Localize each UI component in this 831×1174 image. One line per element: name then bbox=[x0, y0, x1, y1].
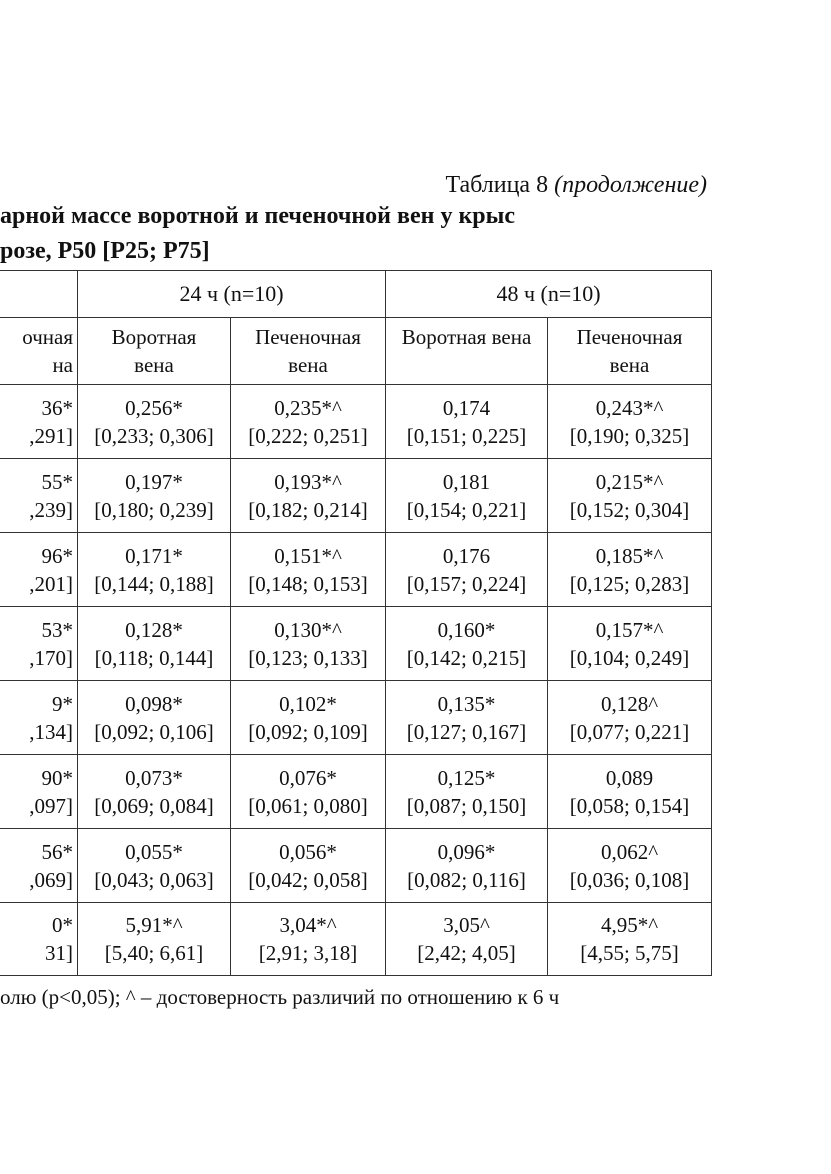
cell-48h-portal-vein bbox=[386, 903, 548, 976]
cell-24h-hepatic-vein bbox=[231, 459, 386, 533]
cell-48h-portal-vein bbox=[386, 385, 548, 459]
median-value: 0,256* bbox=[125, 395, 183, 420]
cell-48h-hepatic-vein bbox=[548, 459, 712, 533]
median-value: 0,151*^ bbox=[274, 543, 342, 568]
interquartile-range: ,201] bbox=[29, 571, 73, 596]
interquartile-range: [0,077; 0,221] bbox=[569, 719, 690, 744]
interquartile-range: [0,125; 0,283] bbox=[569, 571, 690, 596]
cell-24h-hepatic-vein bbox=[231, 681, 386, 755]
interquartile-range: [0,061; 0,080] bbox=[248, 793, 368, 818]
median-value: 0,174 bbox=[442, 395, 491, 420]
median-value: 0,098* bbox=[125, 691, 183, 716]
interquartile-range: [0,043; 0,063] bbox=[94, 867, 214, 892]
median-value: 0,128* bbox=[125, 617, 183, 642]
interquartile-range: [2,42; 4,05] bbox=[417, 941, 516, 965]
median-value: 5,91*^ bbox=[125, 913, 183, 937]
cell-48h-hepatic-vein bbox=[548, 681, 712, 755]
median-value: 0,076* bbox=[279, 765, 337, 790]
median-value: 3,05^ bbox=[443, 913, 490, 937]
table-footnote: олю (р<0,05); ^ – достоверность различий по отношению к 6 ч bbox=[0, 985, 560, 1009]
table-row bbox=[0, 681, 712, 755]
interquartile-range: ,069] bbox=[29, 867, 73, 892]
interquartile-range: [0,127; 0,167] bbox=[406, 719, 527, 744]
cell-48h-portal-vein bbox=[386, 681, 548, 755]
cell-partial bbox=[0, 755, 78, 829]
cell-24h-portal-vein bbox=[78, 755, 231, 829]
interquartile-range: [0,142; 0,215] bbox=[406, 645, 527, 670]
interquartile-range: ,170] bbox=[29, 645, 73, 670]
table-row bbox=[0, 755, 712, 829]
cell-48h-hepatic-vein bbox=[548, 385, 712, 459]
cell-partial bbox=[0, 903, 78, 976]
median-value: 0,096* bbox=[437, 839, 496, 864]
header-line: Воротная вена bbox=[401, 325, 532, 349]
median-value: 0,135* bbox=[437, 691, 496, 716]
median-value: 90* bbox=[41, 765, 73, 790]
median-value: 0,235*^ bbox=[274, 395, 342, 420]
cell-24h-portal-vein bbox=[78, 533, 231, 607]
cell-48h-hepatic-vein bbox=[548, 755, 712, 829]
cell-24h-hepatic-vein bbox=[231, 385, 386, 459]
interquartile-range: [0,123; 0,133] bbox=[248, 645, 368, 670]
interquartile-range: [0,222; 0,251] bbox=[248, 423, 368, 448]
interquartile-range: [0,058; 0,154] bbox=[569, 793, 690, 818]
cell-24h-hepatic-vein bbox=[231, 533, 386, 607]
table-row bbox=[0, 459, 712, 533]
interquartile-range: [0,151; 0,225] bbox=[406, 423, 527, 448]
table-row bbox=[0, 533, 712, 607]
median-value: 0,181 bbox=[442, 469, 491, 494]
group-header-24h: 24 ч (n=10) bbox=[78, 271, 386, 318]
table-row bbox=[0, 829, 712, 903]
median-value: 0,102* bbox=[279, 691, 337, 716]
cell-48h-portal-vein bbox=[386, 533, 548, 607]
cell-24h-portal-vein bbox=[78, 681, 231, 755]
interquartile-range: [5,40; 6,61] bbox=[104, 941, 204, 965]
interquartile-range: [4,55; 5,75] bbox=[580, 941, 679, 965]
interquartile-range: [0,154; 0,221] bbox=[406, 497, 527, 522]
header-line: Печеночная bbox=[255, 325, 361, 349]
cell-24h-portal-vein bbox=[78, 903, 231, 976]
median-value: 0,185*^ bbox=[595, 543, 664, 568]
column-header-24h-hepatic-vein bbox=[231, 318, 386, 385]
interquartile-range: [0,152; 0,304] bbox=[569, 497, 690, 522]
interquartile-range: [0,144; 0,188] bbox=[94, 571, 214, 596]
median-value: 0,193*^ bbox=[274, 469, 342, 494]
cell-48h-portal-vein bbox=[386, 607, 548, 681]
table-caption bbox=[445, 172, 707, 199]
median-value: 55* bbox=[41, 469, 73, 494]
header-line: вена bbox=[134, 353, 174, 377]
interquartile-range: ,239] bbox=[29, 497, 73, 522]
cell-24h-hepatic-vein bbox=[231, 829, 386, 903]
interquartile-range: [0,042; 0,058] bbox=[248, 867, 368, 892]
interquartile-range: [0,182; 0,214] bbox=[248, 497, 368, 522]
cell-partial bbox=[0, 385, 78, 459]
table-continuation: (продолжение) bbox=[554, 172, 707, 198]
cell-48h-hepatic-vein bbox=[548, 607, 712, 681]
median-value: 96* bbox=[41, 543, 73, 568]
interquartile-range: [0,157; 0,224] bbox=[406, 571, 527, 596]
median-value: 0,160* bbox=[437, 617, 496, 642]
median-value: 0,130*^ bbox=[274, 617, 342, 642]
data-table bbox=[0, 270, 712, 976]
interquartile-range: [0,233; 0,306] bbox=[94, 423, 214, 448]
table-row bbox=[0, 607, 712, 681]
interquartile-range: [0,180; 0,239] bbox=[94, 497, 214, 522]
header-line: Печеночная bbox=[576, 325, 683, 349]
median-value: 0,197* bbox=[125, 469, 183, 494]
column-header-48h-hepatic-vein bbox=[548, 318, 712, 385]
interquartile-range: [0,190; 0,325] bbox=[569, 423, 690, 448]
median-value: 0,089 bbox=[605, 765, 654, 790]
interquartile-range: [0,036; 0,108] bbox=[569, 867, 690, 892]
interquartile-range: [0,092; 0,106] bbox=[94, 719, 214, 744]
median-value: 0* bbox=[52, 913, 73, 937]
median-value: 0,125* bbox=[437, 765, 496, 790]
interquartile-range: 31] bbox=[45, 941, 73, 965]
median-value: 0,176 bbox=[442, 543, 491, 568]
header-line: Воротная bbox=[111, 325, 197, 349]
header-line: на bbox=[52, 353, 73, 377]
cell-48h-hepatic-vein bbox=[548, 829, 712, 903]
cell-partial bbox=[0, 607, 78, 681]
cell-24h-hepatic-vein bbox=[231, 903, 386, 976]
cell-24h-portal-vein bbox=[78, 459, 231, 533]
interquartile-range: ,097] bbox=[29, 793, 73, 818]
median-value: 0,171* bbox=[125, 543, 183, 568]
median-value: 56* bbox=[41, 839, 73, 864]
median-value: 0,157*^ bbox=[595, 617, 664, 642]
column-header-48h-portal-vein bbox=[386, 318, 548, 385]
cell-48h-hepatic-vein bbox=[548, 903, 712, 976]
interquartile-range: [0,104; 0,249] bbox=[569, 645, 690, 670]
partial-column-header bbox=[0, 318, 78, 385]
header-line: вена bbox=[288, 353, 328, 377]
group-header-48h: 48 ч (n=10) bbox=[386, 271, 712, 318]
interquartile-range: [0,082; 0,116] bbox=[407, 867, 526, 892]
header-line bbox=[386, 351, 547, 379]
median-value: 0,215*^ bbox=[595, 469, 664, 494]
median-value: 4,95*^ bbox=[600, 913, 659, 937]
interquartile-range: ,134] bbox=[29, 719, 73, 744]
median-value: 0,128^ bbox=[600, 691, 659, 716]
median-value: 36* bbox=[41, 395, 73, 420]
median-value: 53* bbox=[41, 617, 73, 642]
median-value: 0,073* bbox=[125, 765, 183, 790]
header-line: очная bbox=[22, 325, 73, 349]
table-number: Таблица 8 bbox=[445, 172, 549, 198]
cell-48h-portal-vein bbox=[386, 829, 548, 903]
median-value: 0,062^ bbox=[600, 839, 659, 864]
cell-24h-portal-vein bbox=[78, 385, 231, 459]
cell-48h-hepatic-vein bbox=[548, 533, 712, 607]
header-row-columns bbox=[0, 318, 712, 385]
partial-group-header bbox=[0, 271, 78, 318]
table-title-line-1: арной массе воротной и печеночной вен у крыс bbox=[0, 203, 516, 229]
cell-48h-portal-vein bbox=[386, 755, 548, 829]
interquartile-range: [2,91; 3,18] bbox=[258, 941, 358, 965]
column-header-24h-portal-vein bbox=[78, 318, 231, 385]
header-row-groups bbox=[0, 271, 712, 318]
table-row bbox=[0, 385, 712, 459]
cell-24h-portal-vein bbox=[78, 607, 231, 681]
table-row bbox=[0, 903, 712, 976]
cell-partial bbox=[0, 681, 78, 755]
interquartile-range: ,291] bbox=[29, 423, 73, 448]
median-value: 0,055* bbox=[125, 839, 183, 864]
header-line: вена bbox=[609, 353, 650, 377]
cell-24h-portal-vein bbox=[78, 829, 231, 903]
median-value: 9* bbox=[52, 691, 73, 716]
cell-24h-hepatic-vein bbox=[231, 755, 386, 829]
table-title-line-2: розе, P50 [P25; P75] bbox=[0, 238, 210, 264]
cell-24h-hepatic-vein bbox=[231, 607, 386, 681]
median-value: 0,056* bbox=[279, 839, 337, 864]
cell-partial bbox=[0, 459, 78, 533]
interquartile-range: [0,118; 0,144] bbox=[94, 645, 214, 670]
interquartile-range: [0,148; 0,153] bbox=[248, 571, 368, 596]
cell-partial bbox=[0, 533, 78, 607]
median-value: 0,243*^ bbox=[595, 395, 664, 420]
interquartile-range: [0,092; 0,109] bbox=[248, 719, 368, 744]
cell-partial bbox=[0, 829, 78, 903]
interquartile-range: [0,087; 0,150] bbox=[406, 793, 527, 818]
cell-48h-portal-vein bbox=[386, 459, 548, 533]
interquartile-range: [0,069; 0,084] bbox=[94, 793, 214, 818]
median-value: 3,04*^ bbox=[279, 913, 337, 937]
